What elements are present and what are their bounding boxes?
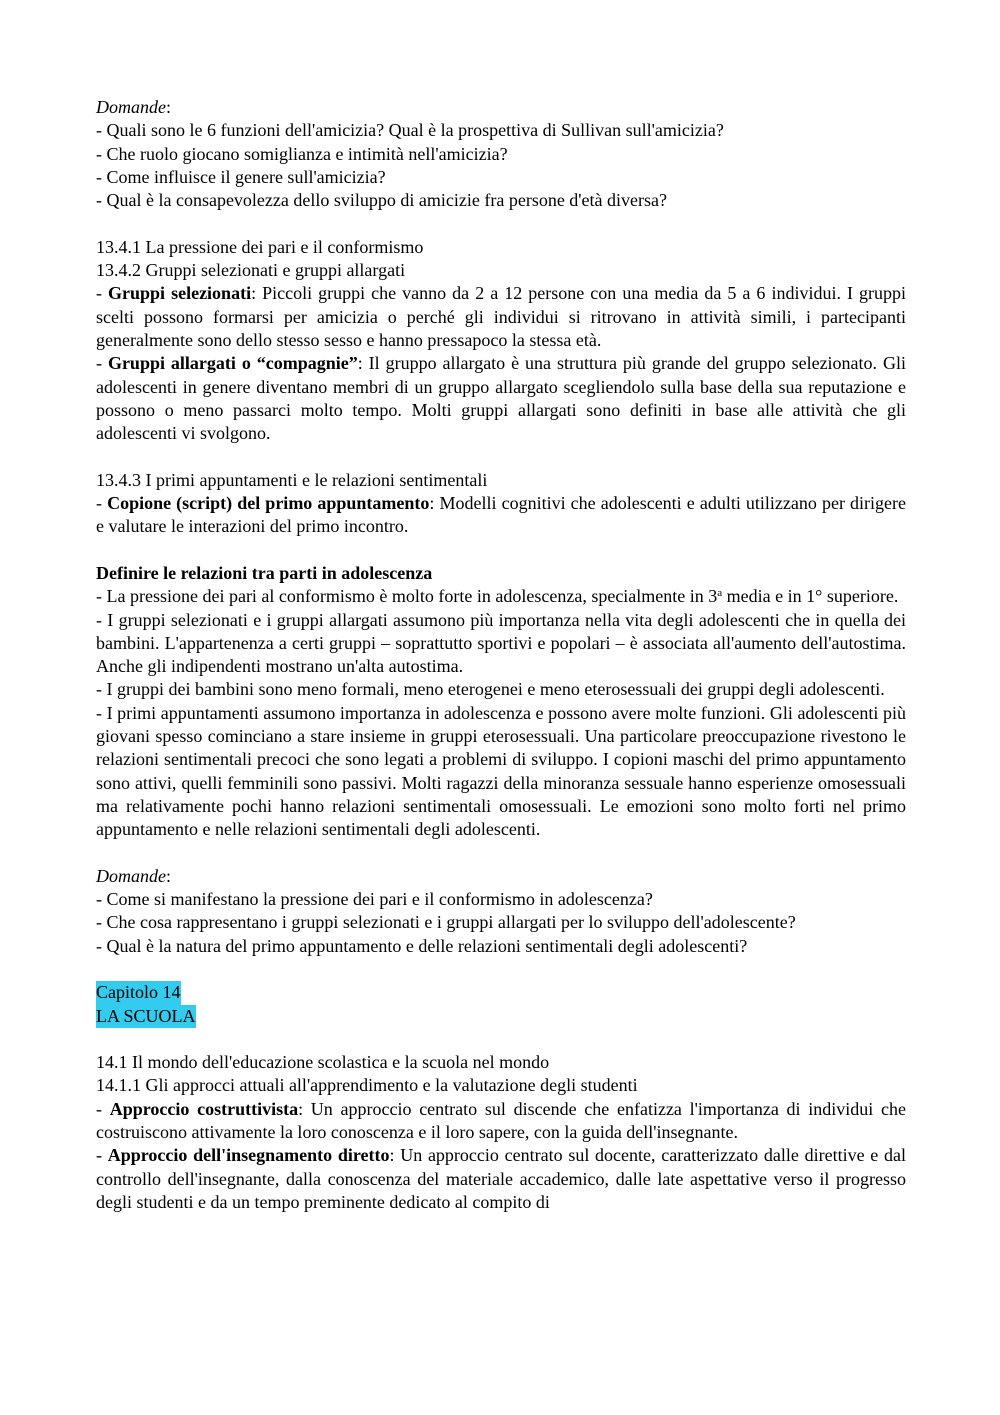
definition-term: Approccio costruttivista (109, 1098, 299, 1119)
summary-paragraph: - I primi appuntamenti assumono importanza in adolescenza e possono avere molte funzioni. Gli adolescenti più giovani spesso cominciano a stare insieme in gruppi eterosessuali. Una particolare preoccupazione rivestono le relazioni sentimentali precoci che sono legati a problemi di sviluppo. I copioni maschi del primo appuntamento sono attivi, quelli femminili sono passivi. Molti ragazzi della minoranza sessuale hanno esperienze omosessuali ma relativamente pochi hanno relazioni sentimentali omosessuali. Le emozioni sono molto forti nel primo appuntamento e nelle relazioni sentimentali degli adolescenti. (96, 702, 906, 840)
definition-paragraph: - Gruppi allargati o “compagnie”: Il gruppo allargato è una struttura più grande del gruppo selezionato. Gli adolescenti in genere diventano membri di un gruppo allargato scegliendolo sulla base della sua reputazione e possono o meno passarci molto tempo. Molti gruppi allargati sono definiti in base alle attività che gli adolescenti vi svolgono. (96, 353, 906, 444)
section-heading: 13.4.2 Gruppi selezionati e gruppi allargati (96, 260, 406, 281)
definition-paragraph: - Copione (script) del primo appuntamento: Modelli cognitivi che adolescenti e adulti utilizzano per dirigere e valutare le interazioni del primo incontro. (96, 493, 906, 537)
question-item: - Quali sono le 6 funzioni dell'amicizia? Qual è la prospettiva di Sullivan sull'amicizia? (96, 120, 724, 141)
questions-label: Domande (96, 865, 166, 886)
definition-term: Gruppi selezionati (108, 283, 252, 304)
definition-term: Approccio dell'insegnamento diretto (107, 1145, 390, 1166)
section-heading: 14.1 Il mondo dell'educazione scolastica e la scuola nel mondo (96, 1052, 550, 1073)
summary-heading: Definire le relazioni tra parti in adolescenza (96, 562, 433, 583)
question-item: - Qual è la natura del primo appuntamento e delle relazioni sentimentali degli adolescenti? (96, 935, 748, 956)
questions-label: Domande (96, 97, 166, 117)
section-heading: 13.4.1 La pressione dei pari e il conformismo (96, 236, 424, 257)
chapter-title: LA SCUOLA (96, 1005, 196, 1028)
question-item: - Come si manifestano la pressione dei pari e il conformismo in adolescenza? (96, 889, 653, 910)
question-item: - Che ruolo giocano somiglianza e intimità nell'amicizia? (96, 143, 508, 164)
definition-term: Gruppi allargati o “compagnie” (107, 353, 358, 374)
definition-term: Copione (script) del primo appuntamento (107, 493, 430, 514)
question-item: - Come influisce il genere sull'amicizia? (96, 166, 386, 187)
question-item: - Qual è la consapevolezza dello sviluppo di amicizie fra persone d'età diversa? (96, 190, 667, 211)
questions-heading: Domande: (96, 97, 172, 117)
question-item: - Che cosa rappresentano i gruppi selezionati e i gruppi allargati per lo sviluppo dell'adolescente? (96, 912, 796, 933)
definition-paragraph: - Gruppi selezionati: Piccoli gruppi che vanno da 2 a 12 persone con una media da 5 a 6 individui. I gruppi scelti possono formarsi per amicizia o perché gli individui si ritrovano in attività simili, i partecipanti generalmente sono dello stesso sesso e hanno pressapoco la stessa età. (96, 283, 907, 350)
summary-paragraph: - I gruppi selezionati e i gruppi allargati assumono più importanza nella vita degli adolescenti che in quella dei bambini. L'appartenenza a certi gruppi – soprattutto sportivi e popolari – è associata all'aumento dell'autostima. Anche gli indipendenti mostrano un'alta autostima. (96, 609, 906, 677)
document-page (96, 96, 906, 1214)
section-heading: 14.1.1 Gli approcci attuali all'apprendimento e la valutazione degli studenti (96, 1075, 638, 1096)
questions-heading: Domande: (96, 865, 172, 886)
chapter-number: Capitolo 14 (96, 981, 181, 1004)
definition-paragraph: - Approccio costruttivista: Un approccio centrato sul discende che enfatizza l'importanza di individui che costruiscono attivamente la loro conoscenza e il loro sapere, con la guida dell'insegnante. (96, 1098, 906, 1143)
section-heading: 13.4.3 I primi appuntamenti e le relazioni sentimentali (96, 469, 488, 490)
summary-paragraph: - I gruppi dei bambini sono meno formali, meno eterogenei e meno eterosessuali dei gruppi degli adolescenti. (96, 679, 885, 700)
definition-paragraph: - Approccio dell'insegnamento diretto: Un approccio centrato sul docente, caratterizzato dalle direttive e dal controllo dell'insegnante, dalla conoscenza del materiale accademico, dalle late aspettative verso il progresso degli studenti e da un tempo preminente dedicato al compito di (96, 1145, 906, 1212)
summary-paragraph: - La pressione dei pari al conformismo è molto forte in adolescenza, specialmente in 3$^a$ media e in 1° superiore. (96, 586, 899, 607)
